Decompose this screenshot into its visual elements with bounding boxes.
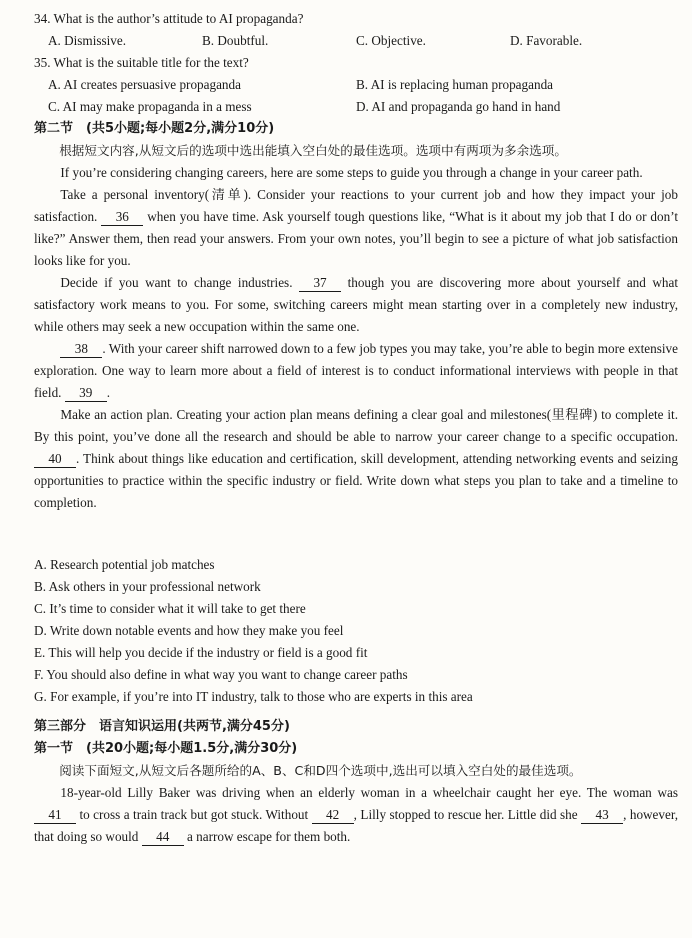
passage-paragraph-3	[34, 272, 678, 338]
question-35	[34, 52, 678, 118]
paragraph-2-text-b: when you have time. Ask yourself tough questions like, “What is it about my job that I do or don’t like?” Answer them, then read your answers. From your own notes, you’ll begin to see a picture of what job satisfaction looks like for you.	[34, 209, 679, 268]
cloze-text-a: 18-year-old Lilly Baker was driving when an elderly woman in a wheelchair caught her eye. The woman was	[60, 785, 678, 800]
question-34	[34, 8, 678, 52]
blank-41[interactable]: 41	[34, 807, 76, 824]
part-3-heading: 第三部分 语言知识运用(共两节,满分45分)	[34, 719, 290, 734]
paragraph-5-text-a: Make an action plan. Creating your action plan means defining a clear goal and milestones(里程碑) to complete it. By this point, you’ve done all the research and should be able to narrow your career change to a specific occupation.	[34, 407, 678, 444]
cloze-text-e: a narrow escape for them both.	[187, 829, 351, 844]
option-35-c[interactable]: C. AI may make propaganda in a mess	[48, 99, 252, 114]
question-35-options	[34, 74, 678, 118]
cloze-text-c: , Lilly stopped to rescue her. Little did she	[353, 807, 578, 822]
option-34-c[interactable]: C. Objective.	[356, 33, 426, 48]
option-35-d[interactable]: D. AI and propaganda go hand in hand	[356, 99, 561, 114]
choice-c[interactable]: C. It’s time to consider what it will take to get there	[34, 601, 306, 616]
blank-36[interactable]: 36	[101, 209, 143, 226]
passage-paragraph-1: If you’re considering changing careers, here are some steps to guide you through a change in your career path.	[60, 165, 643, 180]
section-2-instruction: 根据短文内容,从短文后的选项中选出能填入空白处的最佳选项。选项中有两项为多余选项。	[59, 143, 567, 158]
option-34-b[interactable]: B. Doubtful.	[202, 33, 269, 48]
cloze-text-b: to cross a train track but got stuck. Without	[79, 807, 309, 822]
choice-g[interactable]: G. For example, if you’re into IT industry, talk to those who are experts in this area	[34, 689, 473, 704]
blank-43[interactable]: 43	[581, 807, 623, 824]
blank-44[interactable]: 44	[142, 829, 184, 846]
choice-a[interactable]: A. Research potential job matches	[34, 557, 215, 572]
paragraph-4-text-b: .	[106, 385, 111, 400]
option-34-a[interactable]: A. Dismissive.	[48, 33, 127, 48]
paragraph-3-text-a: Decide if you want to change industries.	[60, 275, 293, 290]
passage-paragraph-4	[34, 338, 678, 404]
passage-paragraph-5	[34, 404, 678, 514]
paragraph-2-text-a: Take a personal inventory(清单). Consider your reactions to your current job and how they impact your job satisfaction.	[34, 187, 678, 224]
blank-42[interactable]: 42	[312, 807, 354, 824]
choice-f[interactable]: F. You should also define in what way you want to change career paths	[34, 667, 408, 682]
passage-paragraph-2	[34, 184, 678, 272]
spacer	[40, 514, 678, 554]
blank-38[interactable]: 38	[60, 341, 102, 358]
choice-list	[34, 554, 678, 708]
choice-d[interactable]: D. Write down notable events and how they make you feel	[34, 623, 344, 638]
paragraph-3-text-b: though you are discovering more about yourself and what satisfactory work means to you. For some, switching careers might mean starting over in a completely new industry, while others may seek a new occupation within the same one.	[34, 275, 679, 334]
option-34-d[interactable]: D. Favorable.	[510, 33, 583, 48]
part-3-section-1-heading: 第一节 (共20小题;每小题1.5分,满分30分)	[34, 741, 298, 756]
option-35-a[interactable]: A. AI creates persuasive propaganda	[48, 77, 241, 92]
choice-e[interactable]: E. This will help you decide if the industry or field is a good fit	[34, 645, 368, 660]
question-34-stem: 34. What is the author’s attitude to AI propaganda?	[34, 11, 304, 26]
gap	[40, 708, 678, 716]
blank-39[interactable]: 39	[65, 385, 107, 402]
cloze-text-d: , however, that doing so would	[34, 807, 679, 844]
part-3-instruction: 阅读下面短文,从短文后各题所给的A、B、C和D四个选项中,选出可以填入空白处的最佳选项。	[59, 763, 582, 778]
option-35-b[interactable]: B. AI is replacing human propaganda	[356, 77, 554, 92]
choice-b[interactable]: B. Ask others in your professional network	[34, 579, 261, 594]
blank-37[interactable]: 37	[299, 275, 341, 292]
cloze-paragraph	[34, 782, 678, 848]
section-2-heading: 第二节 (共5小题;每小题2分,满分10分)	[34, 121, 275, 136]
paragraph-5-text-b: . Think about things like education and certification, skill development, attending networking events and seizing opportunities to practice within the specific industry or field. Write down what steps you plan to take and a timeline to completion.	[34, 451, 678, 510]
blank-40[interactable]: 40	[34, 451, 76, 468]
paragraph-4-text-a: . With your career shift narrowed down to a few job types you may take, you’re able to begin more extensive exploration. One way to learn more about a field of interest is to conduct informational interviews with people in that field.	[34, 341, 678, 400]
question-35-stem: 35. What is the suitable title for the text?	[34, 55, 249, 70]
question-34-options	[34, 30, 678, 52]
